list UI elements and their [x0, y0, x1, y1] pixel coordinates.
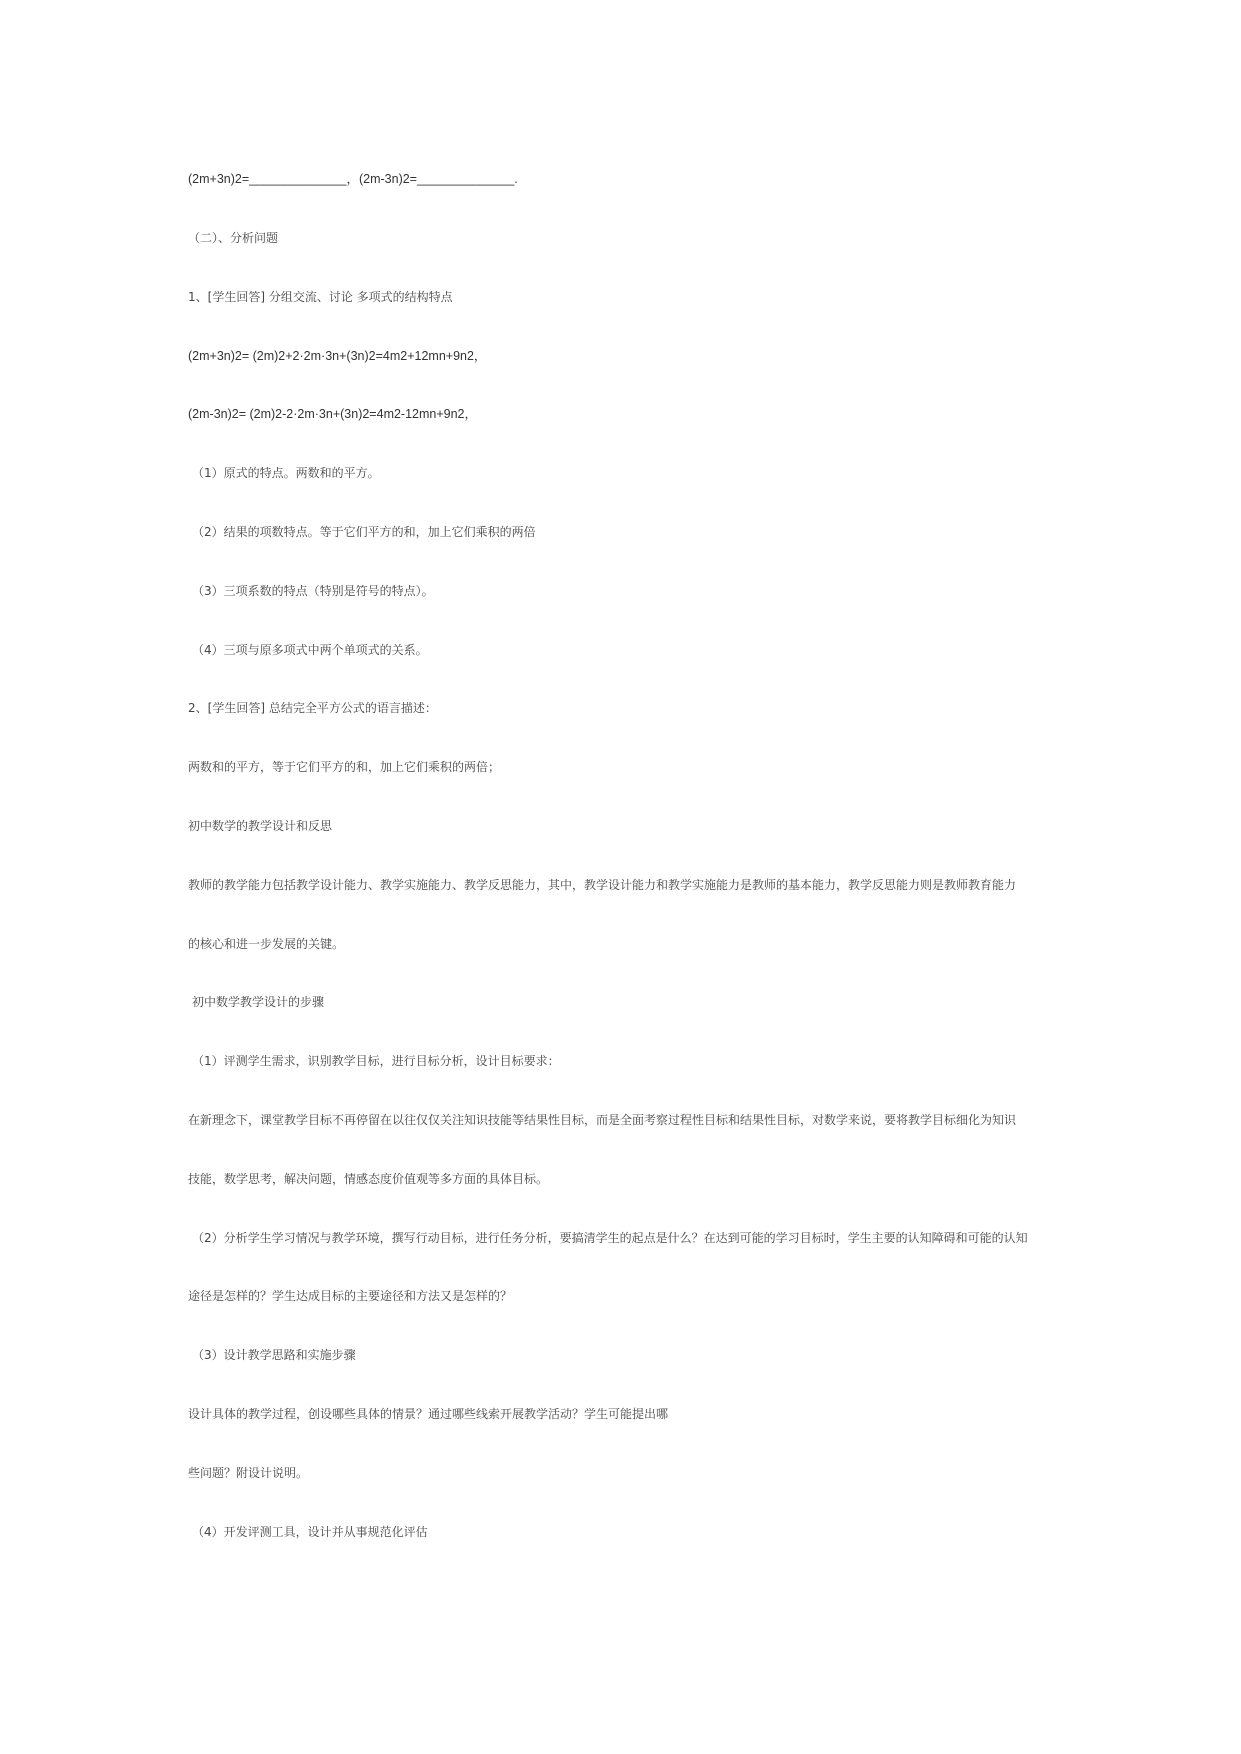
step-1-paragraph: 在新理念下，课堂教学目标不再停留在以往仅仅关注知识技能等结果性目标，而是全面考察过程性目标和结果性目标，对数学来说，要将教学目标细化为知识: [188, 1113, 1017, 1127]
formula-difference-square: (2m-3n)2= (2m)2-2·2m·3n+(3n)2=4m2-12mn+9n2，: [188, 407, 478, 421]
formula-sum-square: (2m+3n)2= (2m)2+2·2m·3n+(3n)2=4m2+12mn+9n2，: [188, 349, 487, 363]
feature-item-2: （2）结果的项数特点。等于它们平方的和，加上它们乘积的两倍: [192, 525, 536, 539]
step-1-paragraph-cont: 技能，数学思考，解决问题，情感态度价值观等多方面的具体目标。: [188, 1172, 549, 1186]
step-3-heading: （3）设计教学思路和实施步骤: [192, 1348, 356, 1362]
feature-item-1: （1）原式的特点。两数和的平方。: [192, 466, 380, 480]
exercise-blanks: (2m+3n)2=______________，(2m-3n)2=______________.: [188, 172, 518, 186]
feature-item-4: （4）三项与原多项式中两个单项式的关系。: [192, 643, 428, 657]
step-2-paragraph-cont: 途径是怎样的？学生达成目标的主要途径和方法又是怎样的？: [188, 1289, 513, 1303]
step-3-paragraph-cont: 些问题？附设计说明。: [188, 1466, 309, 1480]
paragraph-teaching-ability: 教师的教学能力包括教学设计能力、教学实施能力、教学反思能力，其中，教学设计能力和教学实施能力是教师的基本能力，教学反思能力则是教师教育能力: [188, 878, 1017, 892]
step-3-paragraph: 设计具体的教学过程，创设哪些具体的情景？通过哪些线索开展教学活动？学生可能提出哪: [188, 1407, 669, 1421]
section-heading-analysis: （二）、分析问题: [188, 231, 279, 245]
step-1-heading: （1）评测学生需求，识别教学目标，进行目标分析，设计目标要求：: [192, 1054, 560, 1068]
formula-verbal-description: 两数和的平方，等于它们平方的和，加上它们乘积的两倍；: [188, 760, 501, 774]
section-title-design-steps: 初中数学教学设计的步骤: [192, 995, 325, 1009]
paragraph-teaching-ability-cont: 的核心和进一步发展的关键。: [188, 937, 345, 951]
step-4-heading: （4）开发评测工具，设计并从事规范化评估: [192, 1525, 428, 1539]
feature-item-3: （3）三项系数的特点（特别是符号的特点）。: [192, 584, 434, 598]
section-title-design-reflection: 初中数学的教学设计和反思: [188, 819, 333, 833]
student-answer-2: 2、[学生回答] 总结完全平方公式的语言描述：: [188, 701, 437, 715]
student-answer-1: 1、[学生回答] 分组交流、讨论 多项式的结构特点: [188, 290, 453, 304]
step-2-paragraph: （2）分析学生学习情况与教学环境，撰写行动目标，进行任务分析，要搞清学生的起点是什么？在达到可能的学习目标时，学生主要的认知障碍和可能的认知: [192, 1231, 1028, 1245]
